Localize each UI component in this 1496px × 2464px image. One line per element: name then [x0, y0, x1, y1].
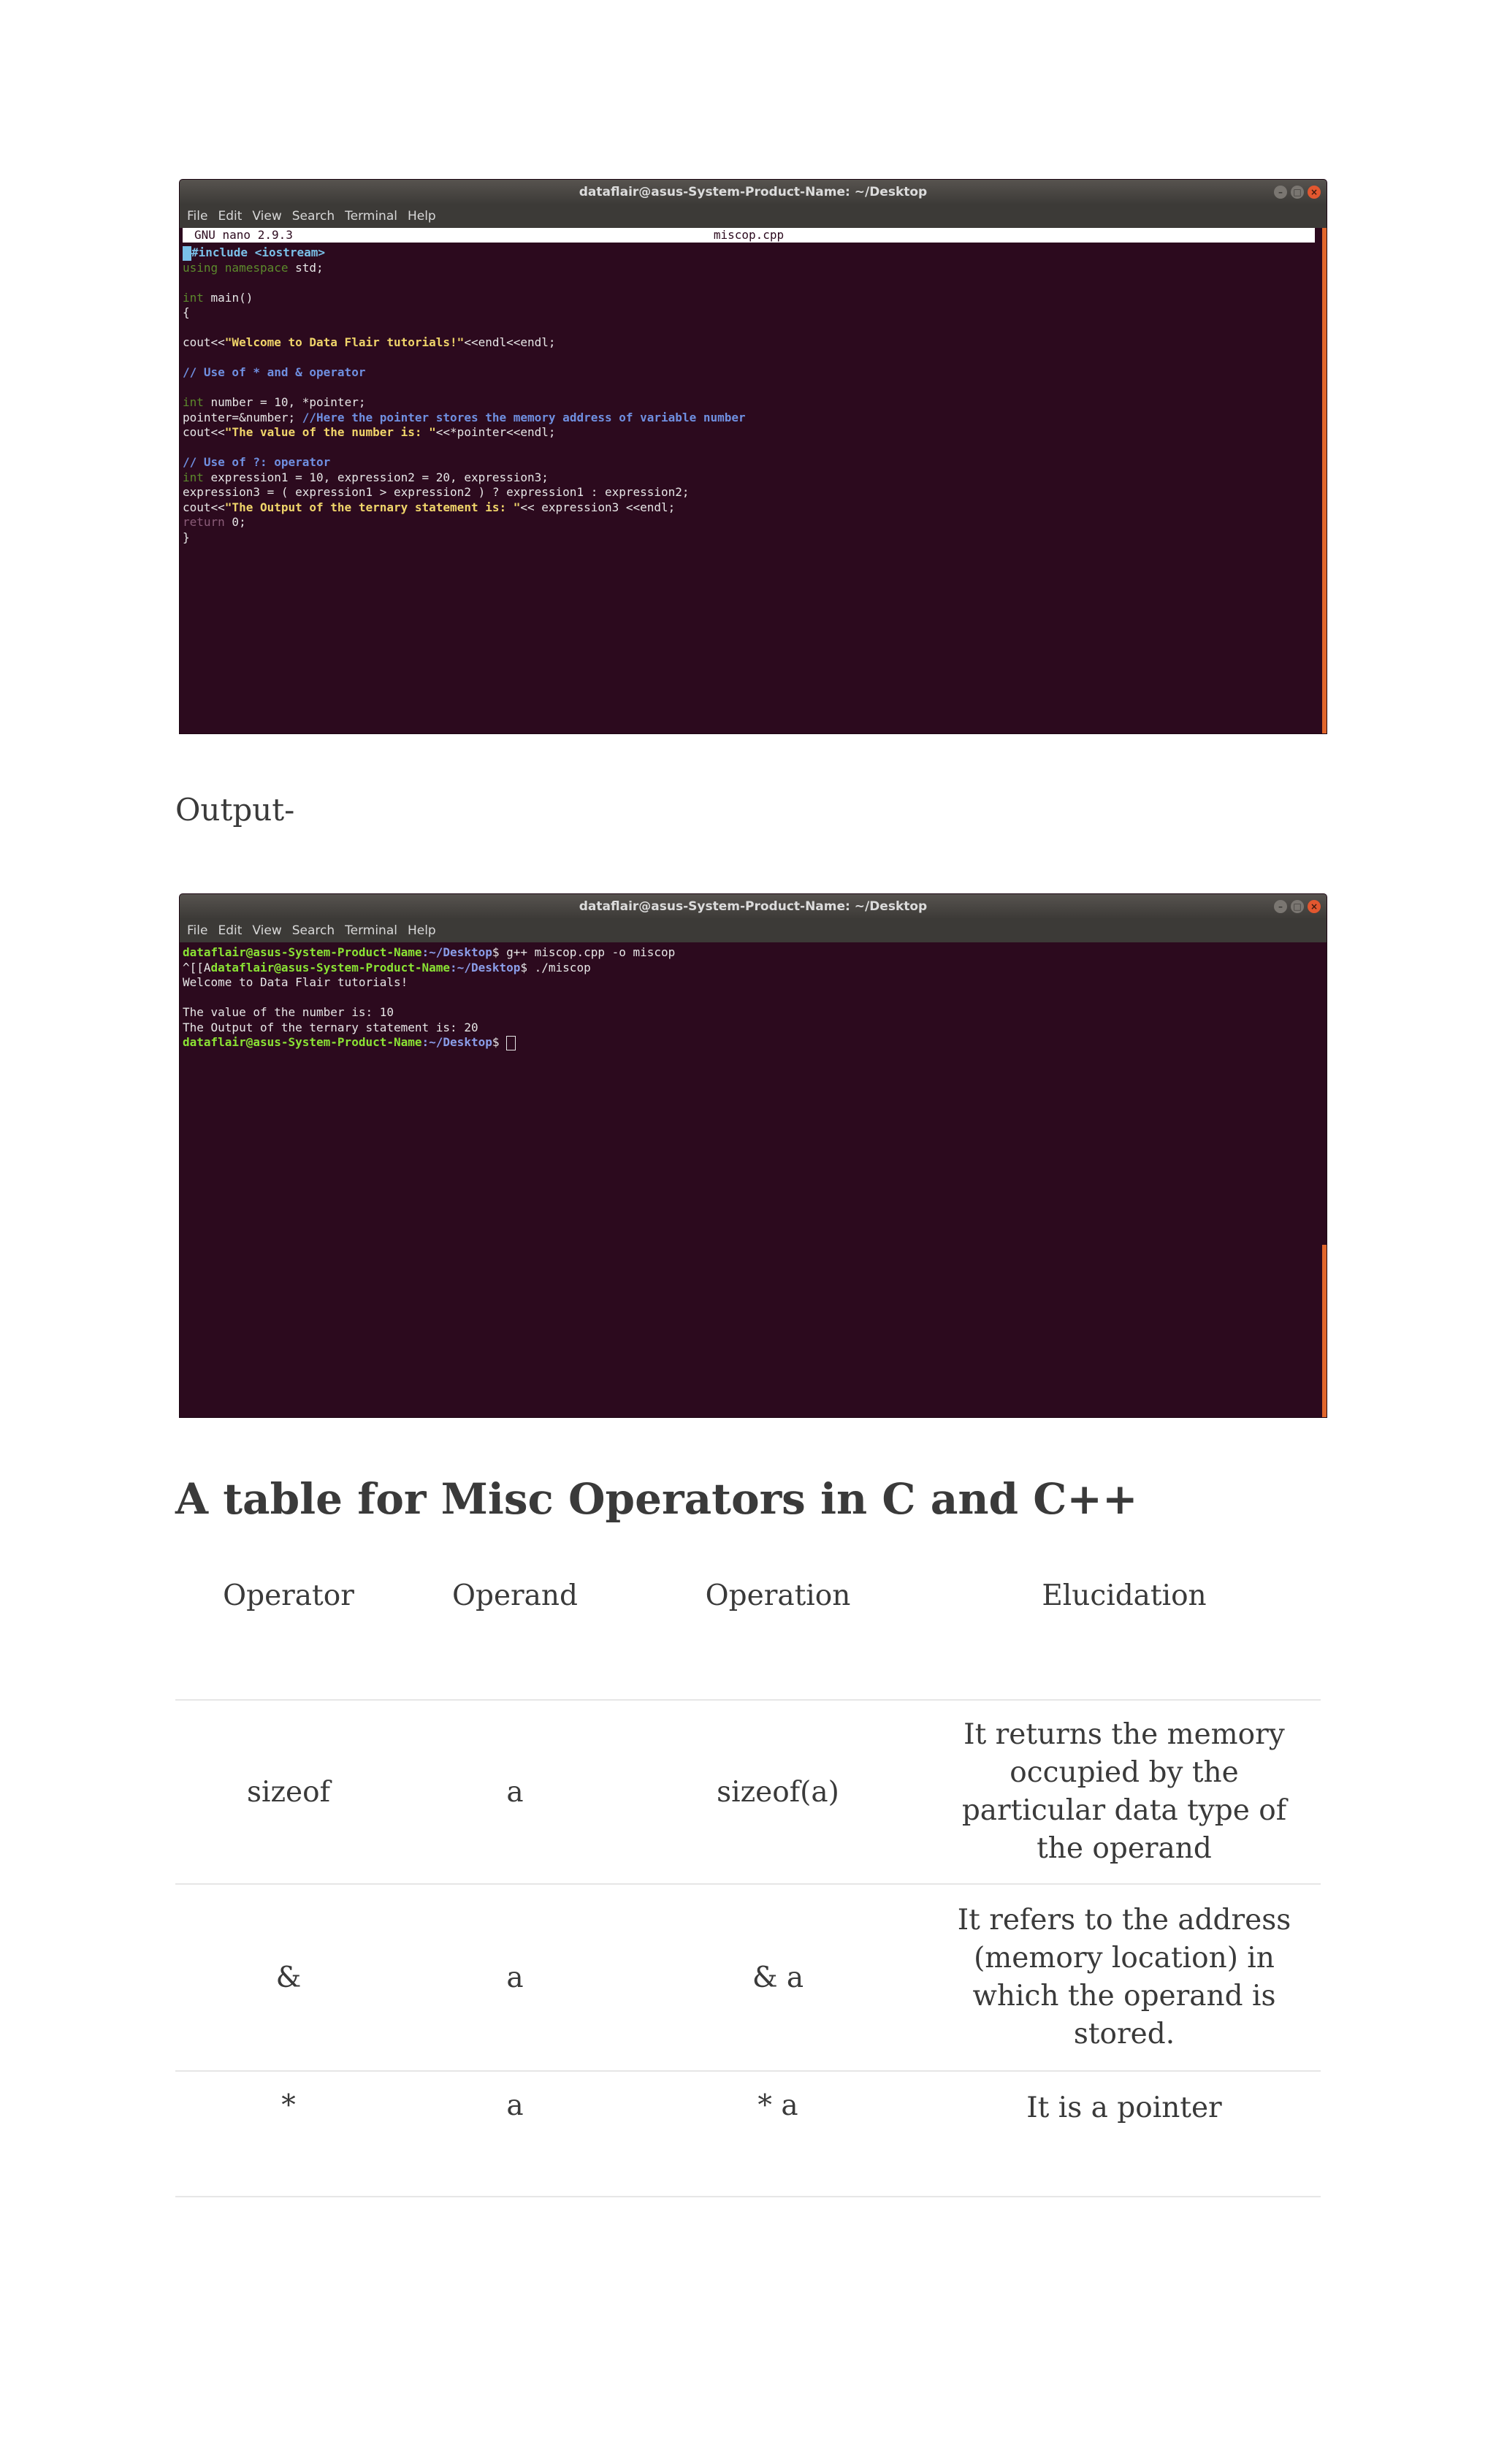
menu-file[interactable]: File [187, 923, 208, 938]
terminal-titlebar [180, 894, 1327, 919]
table-cell: It returns the memory occupied by the particular data type of the operand [928, 1700, 1321, 1884]
column-header-elucidation: Elucidation [928, 1555, 1321, 1700]
output-label: Output- [175, 792, 295, 828]
terminal-menubar [180, 919, 1327, 942]
column-header-operator: Operator [175, 1555, 402, 1700]
code-line: cout<<"Welcome to Data Flair tutorials!"<<endl<<endl; [183, 335, 556, 349]
terminal-window-title: dataflair@asus-System-Product-Name: ~/Desktop [579, 899, 928, 914]
output-line: The Output of the ternary statement is: 20 [183, 1020, 478, 1034]
table-cell: It refers to the address (memory location) in which the operand is stored. [928, 1884, 1321, 2071]
menu-view[interactable]: View [252, 923, 282, 938]
code-line: using namespace std; [183, 260, 324, 275]
table-cell: * a [628, 2071, 928, 2197]
code-line: expression3 = ( expression1 > expression2 ) ? expression1 : expression2; [183, 485, 690, 499]
code-line: cout<<"The Output of the ternary statement is: "<< expression3 <<endl; [183, 500, 676, 514]
table-cell: a [402, 2071, 628, 2197]
terminal-window [180, 894, 1327, 1417]
scrollbar[interactable] [1322, 228, 1327, 733]
maximize-icon[interactable]: □ [1291, 186, 1304, 199]
terminal-output[interactable] [180, 942, 1327, 1050]
close-icon[interactable]: × [1308, 186, 1321, 199]
section-heading: A table for Misc Operators in C and C++ [175, 1474, 1138, 1524]
code-line: return 0; [183, 515, 246, 529]
menu-view[interactable]: View [252, 209, 282, 224]
table-header-row [175, 1555, 1321, 1700]
scrollbar[interactable] [1322, 1245, 1327, 1417]
code-line: cout<<"The value of the number is: "<<*pointer<<endl; [183, 425, 556, 439]
code-line: // Use of * and & operator [183, 365, 366, 379]
nano-version: GNU nano 2.9.3 [194, 228, 293, 242]
text-cursor [183, 246, 191, 261]
column-header-operation: Operation [628, 1555, 928, 1700]
maximize-icon[interactable]: □ [1291, 900, 1304, 913]
table-cell: * [175, 2071, 402, 2197]
table-cell: & [175, 1884, 402, 2071]
output-line: The value of the number is: 10 [183, 1005, 394, 1019]
table-cell: sizeof(a) [628, 1700, 928, 1884]
close-icon[interactable]: × [1308, 900, 1321, 913]
prompt-line: dataflair@asus-System-Product-Name:~/Desktop$ [183, 1035, 1327, 1050]
code-line: // Use of ?: operator [183, 455, 331, 469]
table-cell: It is a pointer [928, 2071, 1321, 2197]
prompt-line: ^[[Adataflair@asus-System-Product-Name:~/Desktop$ ./miscop [183, 960, 591, 974]
code-line: } [183, 530, 190, 544]
editor-menubar [180, 205, 1327, 228]
editor-window [180, 180, 1327, 733]
table-row [175, 1700, 1321, 1884]
minimize-icon[interactable]: – [1274, 186, 1287, 199]
code-editor[interactable] [180, 243, 1327, 545]
table-cell: & a [628, 1884, 928, 2071]
code-line: #include <iostream> [183, 245, 1327, 261]
menu-help[interactable]: Help [407, 209, 436, 224]
table-row [175, 2071, 1321, 2197]
code-line: int number = 10, *pointer; [183, 395, 366, 409]
terminal-cursor [506, 1036, 516, 1050]
code-line: { [183, 305, 190, 319]
editor-titlebar [180, 180, 1327, 205]
menu-edit[interactable]: Edit [218, 923, 243, 938]
menu-search[interactable]: Search [291, 923, 335, 938]
prompt-line: dataflair@asus-System-Product-Name:~/Desktop$ g++ miscop.cpp -o miscop [183, 945, 676, 959]
code-line: int expression1 = 10, expression2 = 20, expression3; [183, 470, 549, 484]
column-header-operand: Operand [402, 1555, 628, 1700]
menu-file[interactable]: File [187, 209, 208, 224]
menu-search[interactable]: Search [291, 209, 335, 224]
table-cell: sizeof [175, 1700, 402, 1884]
editor-window-title: dataflair@asus-System-Product-Name: ~/Desktop [579, 185, 928, 199]
table-row [175, 1884, 1321, 2071]
menu-terminal[interactable]: Terminal [345, 209, 397, 224]
menu-terminal[interactable]: Terminal [345, 923, 397, 938]
code-line: pointer=&number; //Here the pointer stores the memory address of variable number [183, 410, 746, 424]
minimize-icon[interactable]: – [1274, 900, 1287, 913]
misc-operators-table [175, 1555, 1321, 2197]
nano-status-bar [183, 228, 1315, 243]
table-cell: a [402, 1884, 628, 2071]
code-line: int main() [183, 290, 253, 305]
menu-edit[interactable]: Edit [218, 209, 243, 224]
nano-filename: miscop.cpp [713, 228, 785, 242]
menu-help[interactable]: Help [407, 923, 436, 938]
output-line: Welcome to Data Flair tutorials! [183, 975, 408, 989]
table-cell: a [402, 1700, 628, 1884]
